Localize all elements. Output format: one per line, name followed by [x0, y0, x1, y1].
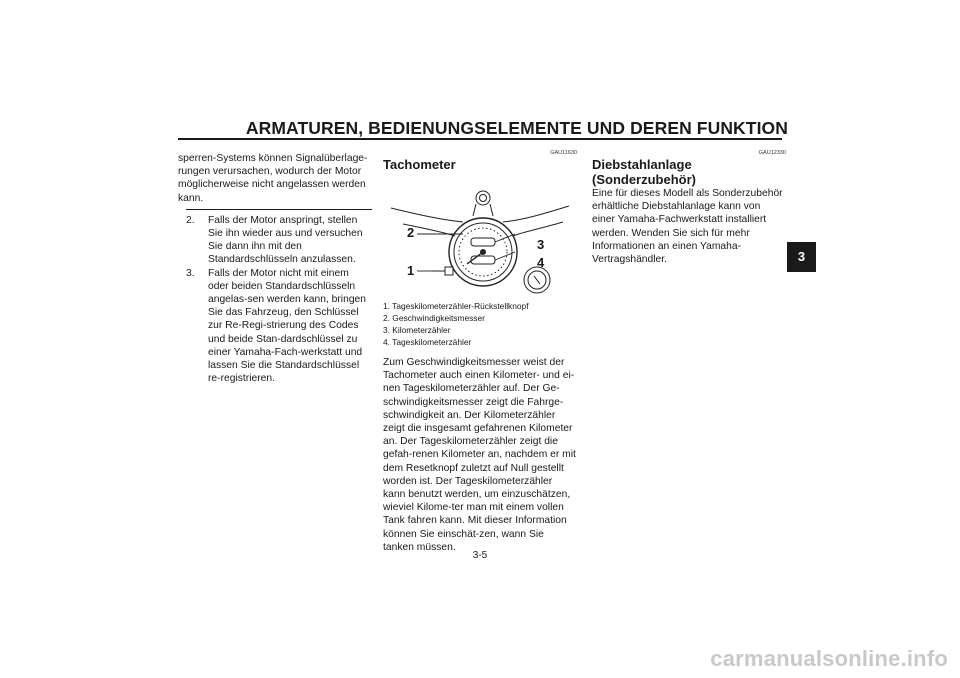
column-middle [383, 150, 577, 554]
section-code: GAU11630 [550, 150, 577, 156]
list-item [186, 214, 372, 267]
intro-paragraph: sperren-Systems können Signalüberlage-rungen verursachen, wodurch der Motor möglicherweise nicht angelassen werden kann. [178, 153, 368, 204]
page-header-title: ARMATUREN, BEDIENUNGSELEMENTE UND DEREN FUNKTION [245, 118, 788, 138]
title-line: Diebstahlanlage [592, 157, 692, 172]
section-code: GAU12330 [758, 150, 786, 156]
column-left [178, 152, 372, 385]
tachometer-figure [383, 176, 577, 296]
list-item [186, 267, 372, 386]
caption-item: 2. Geschwindigkeitsmesser [383, 313, 485, 323]
figure-label: 3 [537, 237, 545, 252]
step-text: Falls der Motor anspringt, stellen Sie ihn wieder aus und versuchen Sie dann ihn mit den Standardschlüsseln anzulassen. [208, 214, 363, 266]
section-title-tachometer: Tachometer [383, 157, 456, 172]
step-text: Falls der Motor nicht mit einem oder beiden Standardschlüsseln angelas-sen werden kann, bringen Sie das Fahrzeug, den Schlüssel zur Re-Regi-strierung des Codes und beide Stan-dardschlüssel zu einer Yamaha-Fach-werkstatt und lassen Sie die Standardschlüssel re-registrieren. [208, 267, 366, 385]
section-title-diebstahl [592, 157, 786, 187]
page-number: 3-5 [472, 550, 488, 561]
steps-list [178, 214, 372, 386]
figure-label: 2 [407, 225, 415, 240]
title-line: (Sonderzubehör) [592, 172, 696, 187]
step-number: 2. [186, 214, 195, 226]
caption-item: 1. Tageskilometerzähler-Rückstellknopf [383, 301, 529, 311]
figure-label: 1 [407, 263, 415, 278]
diebstahl-body: Eine für dieses Modell als Sonderzubehör erhältliche Diebstahlanlage kann von einer Yamaha-Fachwerkstatt installiert werden. Wenden Sie sich für mehr Informationen an einen Yamaha-Vertragshändler. [592, 188, 783, 266]
figure-label: 4 [537, 255, 545, 270]
figure-captions [383, 300, 577, 348]
chapter-tab[interactable]: 3 [787, 242, 816, 272]
column-right [592, 150, 786, 266]
tachometer-body: Zum Geschwindigkeitsmesser weist der Tachometer auch einen Kilometer- und ei-nen Tageskilometerzähler auf. Der Ge-schwindigkeitsmesser zeigt die Fahrge-schwindigkeit an. Der Kilometerzähler zeigt die insgesamt gefahrenen Kilometer an. Der Tageskilometerzähler zeigt die gefah-renen Kilometer an, nachdem er mit dem Resetknopf zuletzt auf Null gestellt worden ist. Der Tageskilometerzähler kann benutzt werden, um einzuschätzen, wieviel Kilome-ter man mit einem vollen Tank fahren kann. Mit dieser Information können Sie einschät-zen, wann Sie tanken müssen. [383, 357, 576, 553]
step-number: 3. [186, 267, 195, 279]
divider [186, 209, 372, 210]
caption-item: 4. Tageskilometerzähler [383, 337, 472, 347]
header-rule [178, 138, 782, 140]
watermark: carmanualsonline.info [710, 646, 948, 671]
caption-item: 3. Kilometerzähler [383, 325, 451, 335]
